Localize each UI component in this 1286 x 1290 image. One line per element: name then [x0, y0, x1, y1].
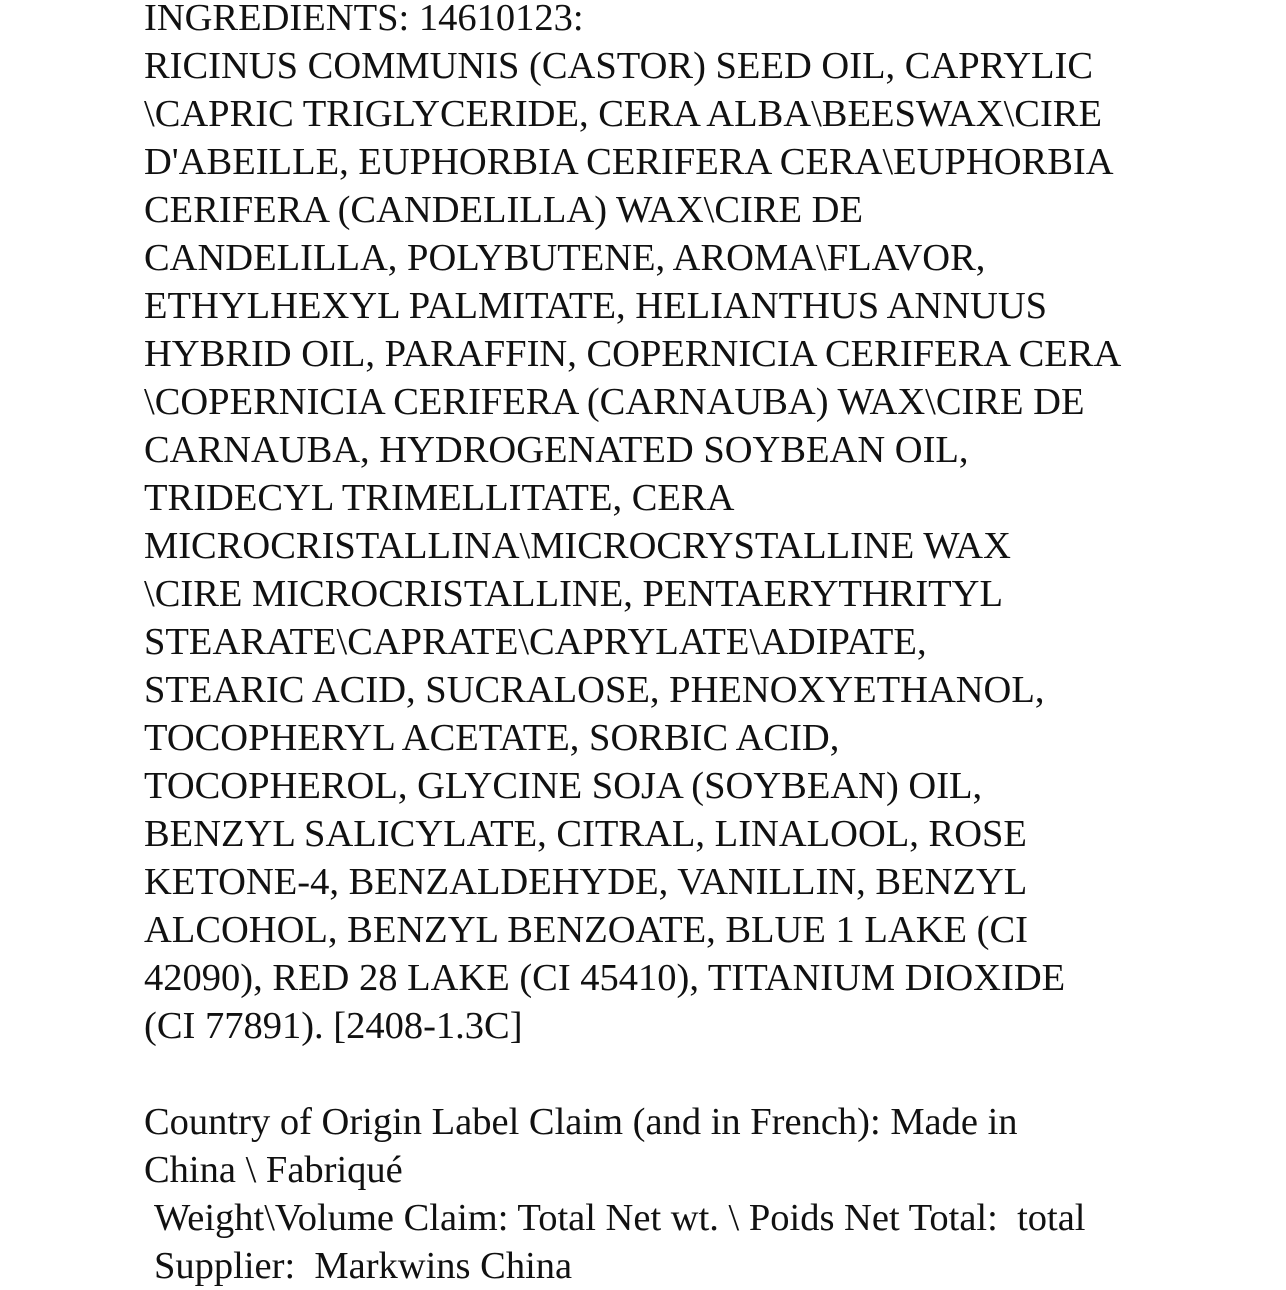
ingredients-line: STEARATE\CAPRATE\CAPRYLATE\ADIPATE,: [144, 621, 927, 663]
document-body: [144, 0, 1244, 1290]
origin-claim-line: Country of Origin Label Claim (and in French): Made in: [144, 1101, 1018, 1143]
ingredients-line: CANDELILLA, POLYBUTENE, AROMA\FLAVOR,: [144, 237, 986, 279]
ingredients-line: ETHYLHEXYL PALMITATE, HELIANTHUS ANNUUS: [144, 285, 1048, 327]
origin-section: [144, 1098, 1244, 1194]
ingredients-line: TRIDECYL TRIMELLITATE, CERA: [144, 477, 735, 519]
ingredients-line: BENZYL SALICYLATE, CITRAL, LINALOOL, ROSE: [144, 813, 1027, 855]
section-spacer: [144, 1050, 1244, 1098]
ingredients-line: KETONE-4, BENZALDEHYDE, VANILLIN, BENZYL: [144, 861, 1028, 903]
ingredients-line: MICROCRISTALLINA\MICROCRYSTALLINE WAX: [144, 525, 1011, 567]
origin-claim-line: China \ Fabriqué: [144, 1149, 403, 1191]
ingredients-line: TOCOPHERYL ACETATE, SORBIC ACID,: [144, 717, 840, 759]
ingredients-line: \CIRE MICROCRISTALLINE, PENTAERYTHRITYL: [144, 573, 1003, 615]
ingredients-section: [144, 0, 1244, 1050]
ingredients-line: 42090), RED 28 LAKE (CI 45410), TITANIUM DIOXIDE: [144, 957, 1066, 999]
ingredients-line: ALCOHOL, BENZYL BENZOATE, BLUE 1 LAKE (CI: [144, 909, 1028, 951]
weight-claim: Weight\Volume Claim: Total Net wt. \ Poids Net Total: total: [154, 1197, 1086, 1239]
ingredients-line: D'ABEILLE, EUPHORBIA CERIFERA CERA\EUPHORBIA: [144, 141, 1114, 183]
ingredients-line: HYBRID OIL, PARAFFIN, COPERNICIA CERIFERA CERA: [144, 333, 1122, 375]
ingredients-line: \CAPRIC TRIGLYCERIDE, CERA ALBA\BEESWAX\CIRE: [144, 93, 1103, 135]
ingredients-heading: INGREDIENTS: 14610123:: [144, 0, 584, 39]
ingredients-line: (CI 77891). [2408-1.3C]: [144, 1005, 523, 1047]
ingredients-line: CERIFERA (CANDELILLA) WAX\CIRE DE: [144, 189, 863, 231]
ingredients-line: TOCOPHEROL, GLYCINE SOJA (SOYBEAN) OIL,: [144, 765, 983, 807]
ingredients-line: STEARIC ACID, SUCRALOSE, PHENOXYETHANOL,: [144, 669, 1045, 711]
ingredients-line: RICINUS COMMUNIS (CASTOR) SEED OIL, CAPRYLIC: [144, 45, 1094, 87]
ingredients-line: CARNAUBA, HYDROGENATED SOYBEAN OIL,: [144, 429, 969, 471]
ingredients-line: \COPERNICIA CERIFERA (CARNAUBA) WAX\CIRE DE: [144, 381, 1085, 423]
supplier-line: Supplier: Markwins China: [154, 1245, 573, 1287]
